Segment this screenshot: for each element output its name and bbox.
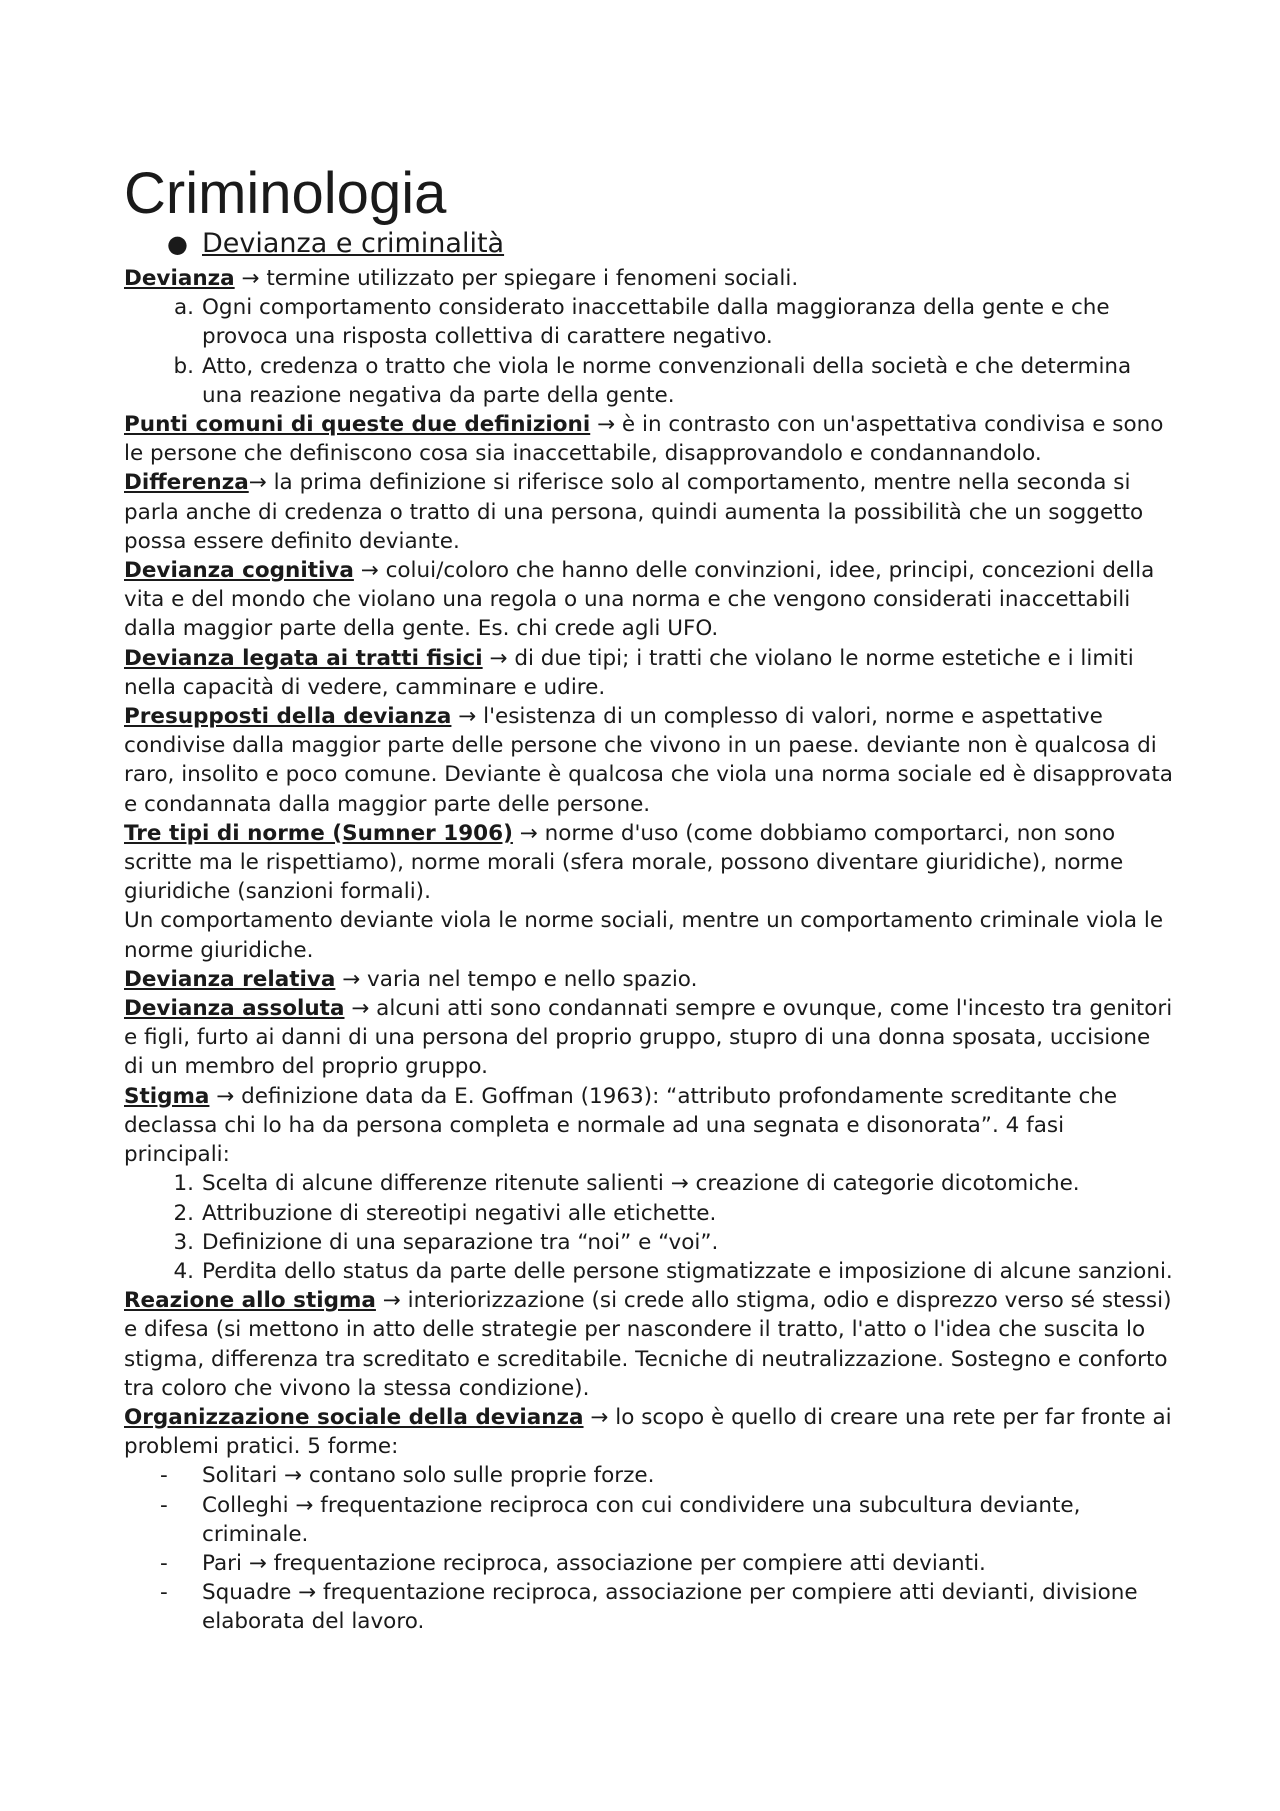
list-item-text: Solitari → contano solo sulle proprie forze. xyxy=(202,1463,655,1489)
document-page xyxy=(124,160,1174,1637)
list-item xyxy=(124,1199,1174,1228)
paragraph-text: → termine utilizzato per spiegare i fenomeni sociali. xyxy=(234,266,799,291)
paragraph xyxy=(124,1403,1174,1461)
list-marker: a. xyxy=(173,295,194,321)
section-heading-text: Devianza e criminalità xyxy=(202,228,505,259)
list-item-text: Ogni comportamento considerato inaccettabile dalla maggioranza della gente e che provoca una risposta collettiva di carattere negativo. xyxy=(202,295,1110,350)
dash-list xyxy=(124,1461,1174,1636)
list-marker: - xyxy=(160,1550,168,1576)
paragraph-text: → colui/coloro che hanno delle convinzioni, idee, principi, concezioni della vita e del mondo che violano una regola o una norma e che vengono considerati inaccettabili dalla maggior parte della gente. Es. chi crede agli UFO. xyxy=(124,558,1155,642)
paragraph-text: → l'esistenza di un complesso di valori, norme e aspettative condivise dalla maggior parte delle persone che vivono in un paese. deviante non è qualcosa di raro, insolito e poco comune. Deviante è qualcosa che viola una norma sociale ed è disapprovata e condannata dalla maggior parte delle persone. xyxy=(124,704,1173,817)
list-item xyxy=(124,1461,1174,1490)
list-item xyxy=(124,1549,1174,1578)
paragraph-text: → è in contrasto con un'aspettativa condivisa e sono le persone che definiscono cosa sia inaccettabile, disapprovandolo e condannandolo. xyxy=(124,412,1164,467)
paragraph-text: Un comportamento deviante viola le norme sociali, mentre un comportamento criminale viola le norme giuridiche. xyxy=(124,908,1164,963)
list-item-text: Squadre → frequentazione reciproca, associazione per compiere atti devianti, divisione elaborata del lavoro. xyxy=(202,1580,1138,1635)
term-heading: Devianza assoluta xyxy=(124,996,345,1022)
paragraph-text: → interiorizzazione (si crede allo stigma, odio e disprezzo verso sé stessi) e difesa (si mettono in atto delle strategie per nascondere il tratto, l'atto o l'idea che suscita lo stigma, differenza tra screditato e screditabile. Tecniche di neutralizzazione. Sostegno e conforto tra coloro che vivono la stessa condizione). xyxy=(124,1288,1172,1401)
list-item-text: Attribuzione di stereotipi negativi alle etichette. xyxy=(202,1200,717,1226)
paragraph xyxy=(124,264,1174,293)
term-heading: Organizzazione sociale della devianza xyxy=(124,1404,584,1430)
term-heading: Stigma xyxy=(124,1083,210,1109)
paragraph xyxy=(124,965,1174,994)
bullet-icon: ● xyxy=(167,230,188,258)
paragraph xyxy=(124,994,1174,1082)
term-heading: Devianza relativa xyxy=(124,966,336,992)
list-item-text: Atto, credenza o tratto che viola le norme convenzionali della società e che determina una reazione negativa da parte della gente. xyxy=(202,353,1132,408)
list-item xyxy=(124,1257,1174,1286)
paragraph xyxy=(124,1082,1174,1170)
paragraph-text: → definizione data da E. Goffman (1963): “attributo profondamente screditante che declassa chi lo ha da persona completa e normale ad una segnata e disonorata”. 4 fasi principali: xyxy=(124,1083,1118,1168)
term-heading: Devianza cognitiva xyxy=(124,558,354,584)
paragraph-text: → lo scopo è quello di creare una rete per far fronte ai problemi pratici. 5 forme: xyxy=(124,1404,1172,1460)
list-marker: - xyxy=(160,1463,168,1489)
paragraph xyxy=(124,556,1174,644)
list-item-text: Perdita dello status da parte delle persone stigmatizzate e imposizione di alcune sanzioni. xyxy=(202,1258,1173,1284)
list-marker: 2. xyxy=(173,1200,194,1226)
lettered-list xyxy=(124,293,1174,410)
list-item-text: Definizione di una separazione tra “noi” e “voi”. xyxy=(202,1229,719,1255)
paragraph-text: → di due tipi; i tratti che violano le norme estetiche e i limiti nella capacità di vedere, camminare e udire. xyxy=(124,645,1134,700)
list-item xyxy=(124,293,1174,351)
page-title: Criminologia xyxy=(124,161,447,226)
term-heading: Devianza xyxy=(124,266,235,291)
list-marker: - xyxy=(160,1492,168,1518)
paragraph xyxy=(124,1286,1174,1403)
paragraph-text: → varia nel tempo e nello spazio. xyxy=(335,966,698,992)
term-heading: Devianza legata ai tratti fisici xyxy=(124,645,483,671)
term-heading: Differenza xyxy=(124,470,249,496)
list-item-text: Colleghi → frequentazione reciproca con cui condividere una subcultura deviante, criminale. xyxy=(202,1492,1081,1547)
list-item xyxy=(124,352,1174,410)
list-item xyxy=(124,1169,1174,1198)
paragraph-text: → alcuni atti sono condannati sempre e ovunque, come l'incesto tra genitori e figli, furto ai danni di una persona del proprio gruppo, stupro di una donna sposata, uccisione di un membro del proprio gruppo. xyxy=(124,996,1173,1080)
paragraph xyxy=(124,410,1174,468)
paragraph xyxy=(124,906,1174,964)
paragraph-text: → norme d'uso (come dobbiamo comportarci, non sono scritte ma le rispettiamo), norme morali (sfera morale, possono diventare giuridiche), norme giuridiche (sanzioni formali). xyxy=(124,820,1124,905)
list-item-text: Pari → frequentazione reciproca, associazione per compiere atti devianti. xyxy=(202,1550,986,1576)
term-heading: Reazione allo stigma xyxy=(124,1288,376,1314)
list-item xyxy=(124,1491,1174,1549)
paragraph xyxy=(124,468,1174,556)
paragraph xyxy=(124,702,1174,819)
term-heading: Presupposti della devianza xyxy=(124,704,452,730)
list-marker: 1. xyxy=(173,1171,194,1197)
list-marker: 4. xyxy=(173,1258,194,1284)
document-body xyxy=(124,264,1174,1637)
list-item xyxy=(124,1228,1174,1257)
list-item xyxy=(124,1578,1174,1636)
term-heading: Tre tipi di norme (Sumner 1906) xyxy=(124,820,513,846)
section-heading xyxy=(124,228,1174,260)
paragraph xyxy=(124,819,1174,907)
list-marker: 3. xyxy=(173,1229,194,1255)
paragraph-text: → la prima definizione si riferisce solo al comportamento, mentre nella seconda si parla anche di credenza o tratto di una persona, quindi aumenta la possibilità che un soggetto possa essere definito deviante. xyxy=(124,470,1144,554)
list-marker: b. xyxy=(173,353,194,379)
paragraph xyxy=(124,644,1174,702)
term-heading: Punti comuni di queste due definizioni xyxy=(124,412,591,438)
list-marker: - xyxy=(160,1580,168,1606)
numbered-list xyxy=(124,1169,1174,1286)
list-item-text: Scelta di alcune differenze ritenute salienti → creazione di categorie dicotomiche. xyxy=(202,1171,1080,1197)
